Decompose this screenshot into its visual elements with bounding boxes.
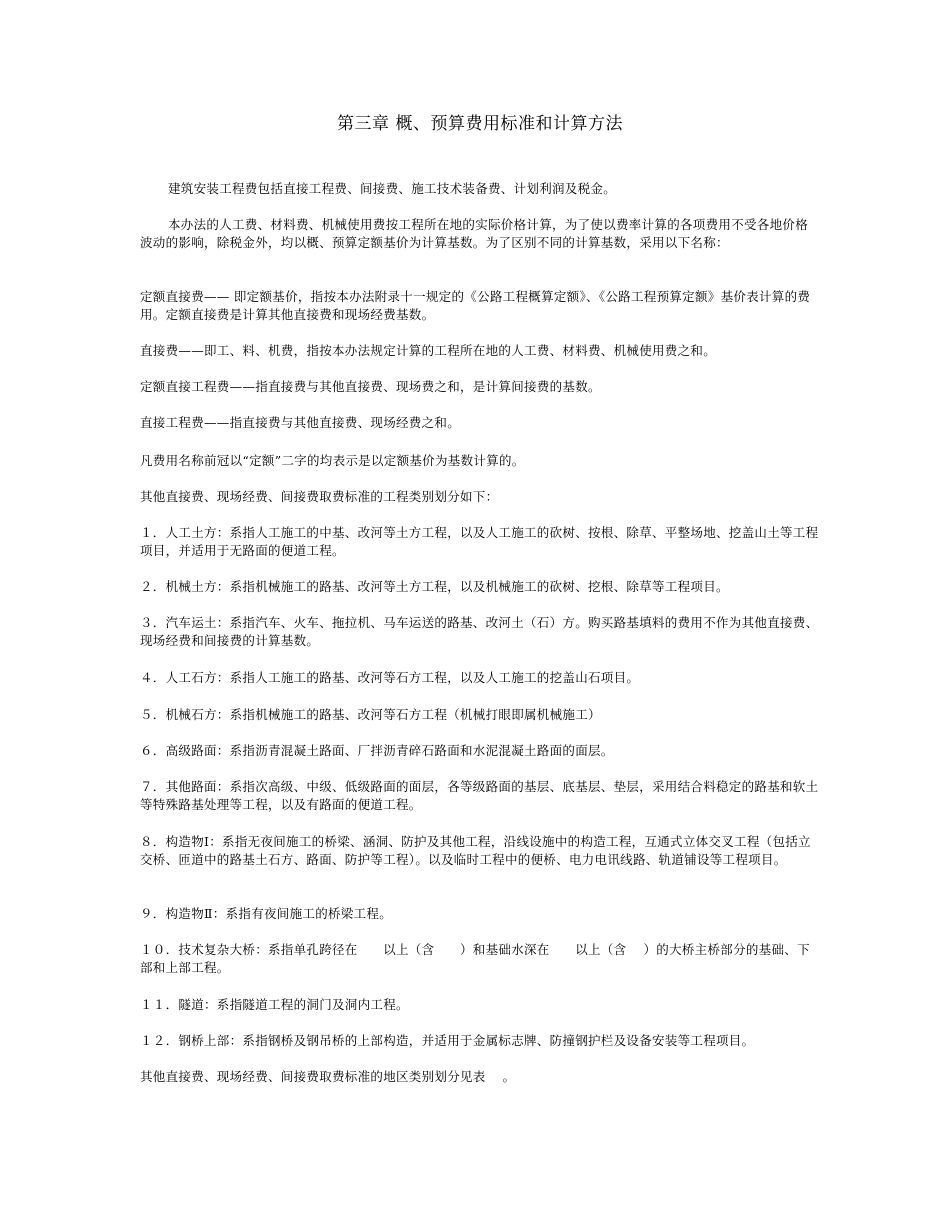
paragraph-intro: 建筑安装工程费包括直接工程费、间接费、施工技术装备费、计划利润及税金。 [168,181,617,196]
paragraph-region-classification: 其他直接费、现场经费、间接费取费标准的地区类别划分见表 。 [140,1069,516,1084]
chapter-title: 第三章 概、预算费用标准和计算方法 [337,114,623,134]
list-item-10: １０．技术复杂大桥：系指单孔跨径在 以上（含 ）和基础水深在 以上（含 ）的大桥主桥部分的基础、下部和上部工程。 [140,942,810,975]
paragraph-definition-quota-direct-cost: 定额直接费—— 即定额基价，指按本办法附录十一规定的《公路工程概算定额》、《公路工程预算定额》基价表计算的费用。定额直接费是计算其他直接费和现场经费基数。 [140,289,811,322]
paragraph-quota-prefix-note: 凡费用名称前冠以“定额”二字的均表示是以定额基价为基数计算的。 [140,453,525,468]
list-item-12: １２．钢桥上部：系指钢桥及钢吊桥的上部构造，并适用于金属标志牌、防撞钢护栏及设备安装等工程项目。 [140,1033,755,1048]
list-item-8: ８．构造物Ⅰ：系指无夜间施工的桥梁、涵洞、防护及其他工程，沿线设施中的构造工程，互通式立体交叉工程（包括立交桥、匝道中的路基土石方、路面、防护等工程）。以及临时工程中的便桥、电力电讯线路、轨道铺设等工程项目。 [140,834,811,867]
paragraph-definition-direct-cost: 直接费——即工、料、机费，指按本办法规定计算的工程所在地的人工费、材料费、机械使用费之和。 [140,343,717,358]
list-item-9: ９．构造物Ⅱ：系指有夜间施工的桥梁工程。 [140,906,392,921]
paragraph-calculation-basis: 本办法的人工费、材料费、机械使用费按工程所在地的实际价格计算，为了使以费率计算的各项费用不受各地价格波动的影响，除税金外，均以概、预算定额基价为计算基数。为了区别不同的计算基数，采用以下名称： [140,217,809,250]
list-item-1: １．人工土方：系指人工施工的中基、改河等土方工程，以及人工施工的砍树、按根、除草、平整场地、挖盖山土等工程项目，并适用于无路面的便道工程。 [140,525,819,558]
paragraph-definition-direct-engineering-cost: 直接工程费——指直接费与其他直接费、现场经费之和。 [140,415,461,430]
list-item-11: １１．隧道：系指隧道工程的洞门及洞内工程。 [140,997,409,1012]
list-item-2: ２．机械土方：系指机械施工的路基、改河等土方工程，以及机械施工的砍树、挖根、除草等工程项目。 [140,579,729,594]
list-item-5: ５．机械石方：系指机械施工的路基、改河等石方工程（机械打眼即属机械施工） [140,707,601,722]
list-item-4: ４．人工石方：系指人工施工的路基、改河等石方工程，以及人工施工的挖盖山石项目。 [140,670,640,685]
list-item-7: ７．其他路面：系指次高级、中级、低级路面的面层，各等级路面的基层、底基层、垫层，采用结合料稳定的路基和软土等特殊路基处理等工程，以及有路面的便道工程。 [140,779,819,812]
paragraph-definition-quota-direct-engineering-cost: 定额直接工程费——指直接费与其他直接费、现场费之和，是计算间接费的基数。 [140,379,601,394]
paragraph-classification-intro: 其他直接费、现场经费、间接费取费标准的工程类别划分如下： [140,489,499,504]
list-item-3: ３．汽车运土：系指汽车、火车、拖拉机、马车运送的路基、改河土（石）方。购买路基填料的费用不作为其他直接费、现场经费和间接费的计算基数。 [140,615,819,648]
list-item-6: ６．高级路面：系指沥青混凝土路面、厂拌沥青碎石路面和水泥混凝土路面的面层。 [140,743,614,758]
